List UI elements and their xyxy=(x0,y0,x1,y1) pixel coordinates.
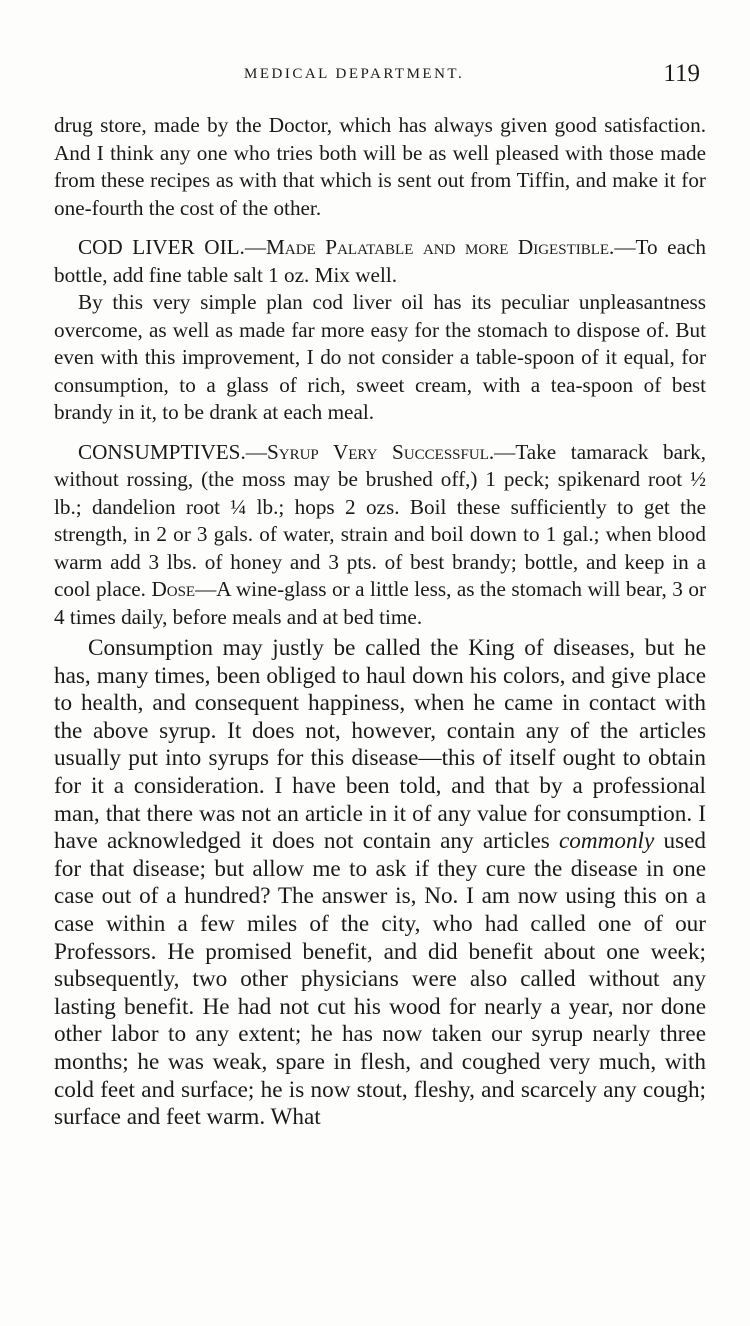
italic-word: commonly xyxy=(558,828,655,855)
running-head: MEDICAL DEPARTMENT. xyxy=(244,66,465,82)
recipe-subheading: —Syrup Very Successful. xyxy=(245,439,495,464)
page-header xyxy=(52,62,700,98)
paragraph-cod-liver-oil-note: By this very simple plan cod liver oil has its peculiar unpleasantness overcome, as well as made far more easy for the stomach to dispose of. But even with this improvement, I do not consider a table-spoon of it equal, for consumption, to a glass of rich, sweet cream, with a tea-spoon of best brandy in it, to be drank at each meal. xyxy=(54,290,706,424)
page-body xyxy=(54,112,706,1132)
dose-text: —A wine-glass or a little less, as the stomach will bear, 3 or 4 times daily, before meals and at bed time. xyxy=(54,577,707,629)
recipe-cod-liver-oil xyxy=(54,234,706,289)
recipe-subheading: —Made Palatable and more Digestible. xyxy=(244,235,615,259)
recipe-heading: COD LIVER OIL. xyxy=(78,235,245,259)
paragraph-consumption xyxy=(54,635,706,1132)
paragraph-text: Consumption may justly be called the King of diseases, but he has, many times, been obliged to haul down his colors, and give place to health, and consequent happiness, when he came in contact with the above syrup. It does not, however, contain any of the articles usually put into syrups for this disease—this of itself ought to obtain for it a consideration. I have been told, and that by a professional man, that there was not an article in it of any value for consumption. I have acknowledged it does not contain any articles xyxy=(54,635,706,855)
recipe-heading: CONSUMPTIVES. xyxy=(78,439,246,464)
paragraph-continuation: drug store, made by the Doctor, which has always given good satisfaction. And I think any one who tries both will be as well pleased with those made from these recipes as with that which is sent out from Tiffin, and make it for one-fourth the cost of the other. xyxy=(54,113,706,220)
recipe-text: —Take tamarack bark, without rossing, (the moss may be brushed off,) 1 peck; spikenard root ½ lb.; dandelion root ¼ lb.; hops 2 ozs. Boil these sufficiently to get the strength, in 2 or 3 gals. of water, strain and boil down to 1 gal.; when blood warm add 3 lbs. of honey and 3 pts. of best brandy; bottle, and keep in a cool place. xyxy=(54,439,706,601)
page-number: 119 xyxy=(663,60,700,87)
recipe-consumptives xyxy=(54,439,706,632)
paragraph-text: used for that disease; but allow me to ask if they cure the disease in one case out of a hundred? The answer is, No. I am now using this on a case within a few miles of the city, who had called one of our Professors. He promised benefit, and did benefit about one week; subsequently, two other physicians were also called without any lasting benefit. He had not cut his wood for nearly a year, nor done other labor to any extent; he has now taken our syrup nearly three months; he was weak, spare in flesh, and coughed very much, with cold feet and surface; he is now stout, fleshy, and scarcely any cough; surface and feet warm. What xyxy=(54,828,707,1131)
recipe-instructions: —To each bottle, add fine table salt 1 oz. Mix well. xyxy=(54,235,706,287)
dose-label: Dose xyxy=(151,577,196,601)
